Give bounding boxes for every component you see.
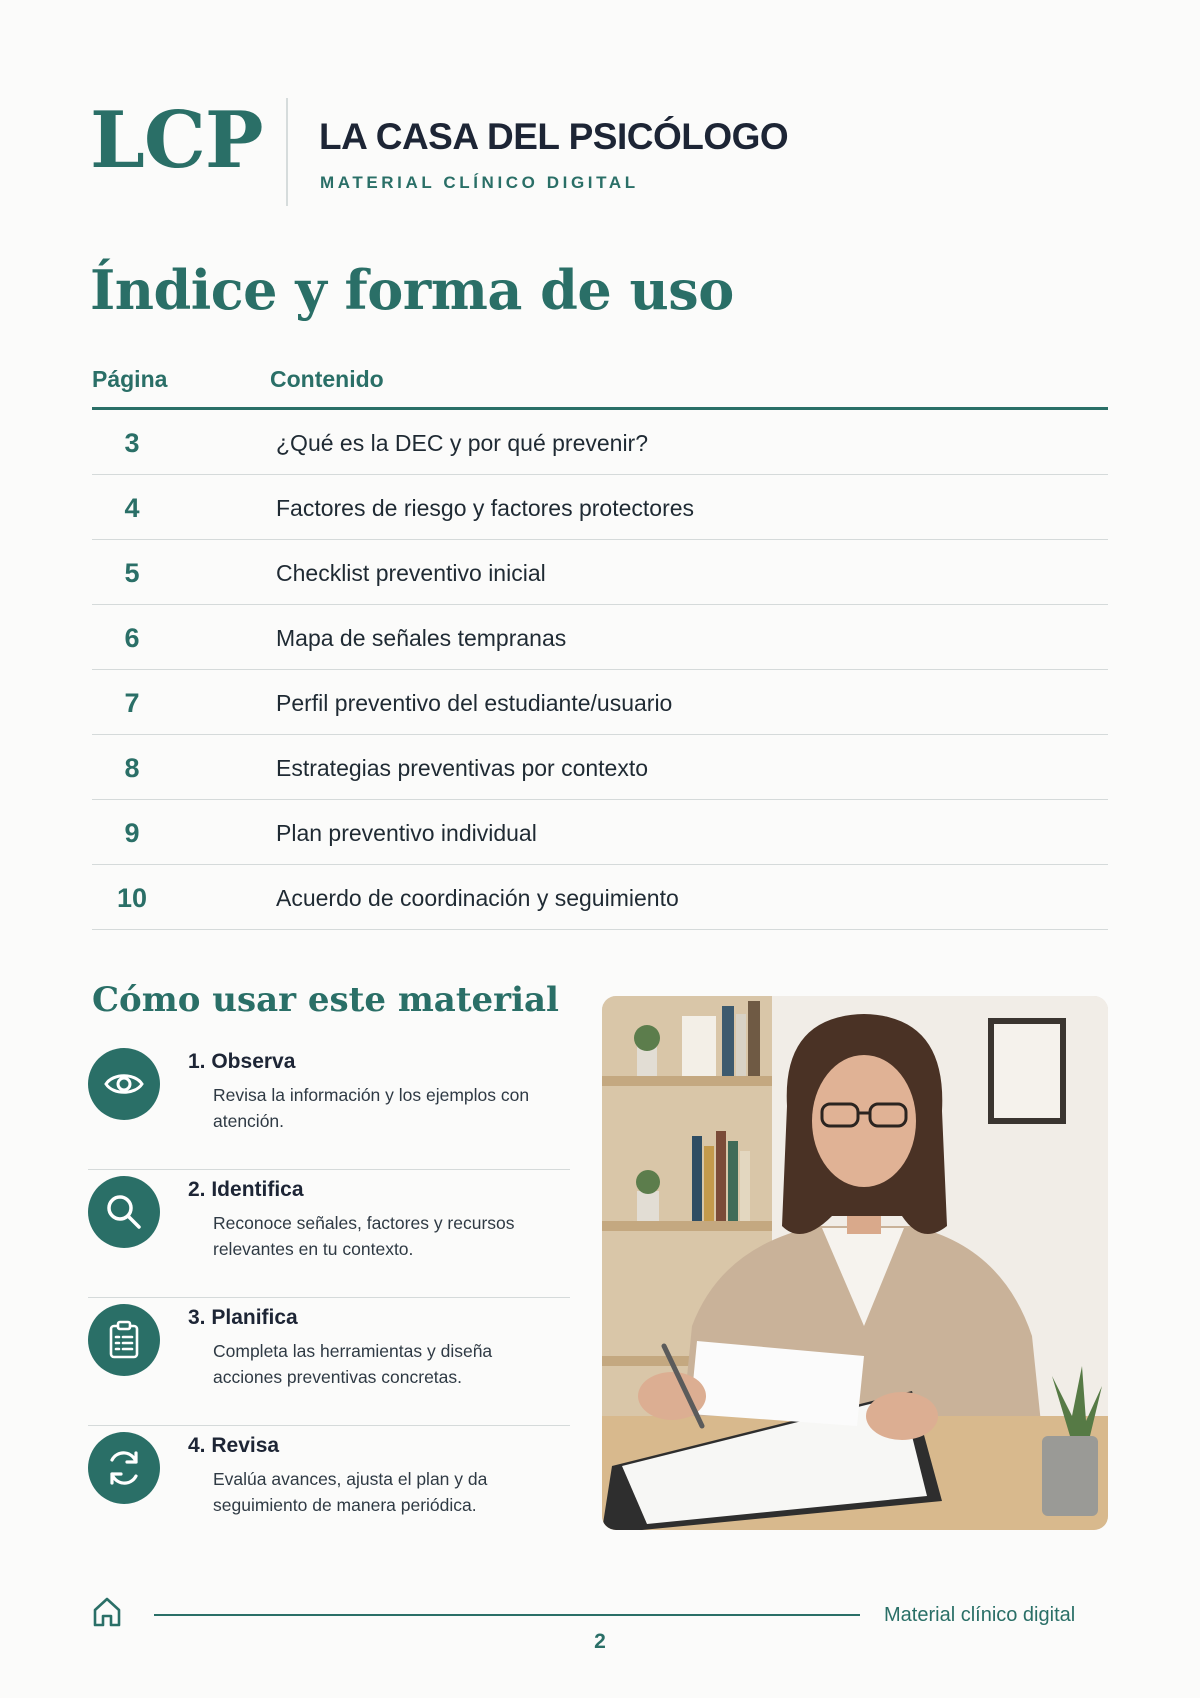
step-title: 2. Identifica (188, 1178, 304, 1201)
index-content: Perfil preventivo del estudiante/usuario (276, 690, 673, 716)
index-row[interactable] (92, 735, 1108, 800)
index-content: ¿Qué es la DEC y por qué prevenir? (276, 430, 649, 456)
index-row[interactable] (92, 605, 1108, 670)
header-divider (286, 98, 288, 206)
index-content: Factores de riesgo y factores protectores (276, 495, 695, 521)
psychologist-photo (602, 996, 1108, 1530)
clipboard-icon (88, 1304, 160, 1376)
index-col-content: Contenido (270, 366, 384, 392)
index-page-number: 8 (124, 753, 140, 783)
index-page-number: 10 (116, 883, 148, 913)
index-content: Mapa de señales tempranas (276, 625, 567, 651)
index-page-number: 4 (124, 493, 140, 523)
home-icon[interactable] (92, 1596, 122, 1628)
index-content: Checklist preventivo inicial (276, 560, 546, 586)
refresh-icon (88, 1432, 160, 1504)
index-row[interactable] (92, 800, 1108, 865)
footer-divider (154, 1614, 860, 1616)
index-page-number: 3 (124, 428, 140, 458)
step-description: Evalúa avances, ajusta el plan y da seguimiento de manera periódica. (213, 1469, 488, 1515)
step-review (88, 1426, 570, 1554)
index-content: Estrategias preventivas por contexto (276, 755, 649, 781)
magnifier-icon (88, 1176, 160, 1248)
page-number: 2 (594, 1630, 606, 1653)
logo: LCP (90, 95, 263, 186)
step-title: 3. Planifica (188, 1306, 298, 1329)
index-page-number: 6 (124, 623, 140, 653)
index-content: Plan preventivo individual (276, 820, 537, 846)
step-identify (88, 1170, 570, 1298)
index-row[interactable] (92, 475, 1108, 540)
brand-subtitle: MATERIAL CLÍNICO DIGITAL (320, 173, 639, 192)
step-plan (88, 1298, 570, 1426)
index-table (92, 360, 1108, 930)
index-page-number: 7 (124, 688, 140, 718)
index-row[interactable] (92, 670, 1108, 735)
header (90, 96, 1110, 211)
index-col-page: Página (92, 366, 168, 392)
index-content: Acuerdo de coordinación y seguimiento (276, 885, 679, 911)
index-page-number: 9 (124, 818, 140, 848)
howto-steps (88, 1042, 570, 1554)
index-row[interactable] (92, 865, 1108, 930)
index-page-number: 5 (124, 558, 140, 588)
step-title: 1. Observa (188, 1050, 296, 1073)
step-description: Revisa la información y los ejemplos con atención. (213, 1085, 530, 1131)
index-row[interactable] (92, 540, 1108, 605)
index-row[interactable] (92, 410, 1108, 475)
step-description: Completa las herramientas y diseña acciones preventivas concretas. (213, 1341, 493, 1387)
step-description: Reconoce señales, factores y recursos relevantes en tu contexto. (213, 1213, 515, 1259)
brand-name: LA CASA DEL PSICÓLOGO (319, 116, 789, 157)
index-header (92, 360, 1108, 410)
eye-icon (88, 1048, 160, 1120)
step-title: 4. Revisa (188, 1434, 280, 1457)
page-title: Índice y forma de uso (90, 258, 734, 322)
howto-title: Cómo usar este material (92, 980, 559, 1020)
step-observe (88, 1042, 570, 1170)
footer-label: Material clínico digital (884, 1604, 1076, 1626)
